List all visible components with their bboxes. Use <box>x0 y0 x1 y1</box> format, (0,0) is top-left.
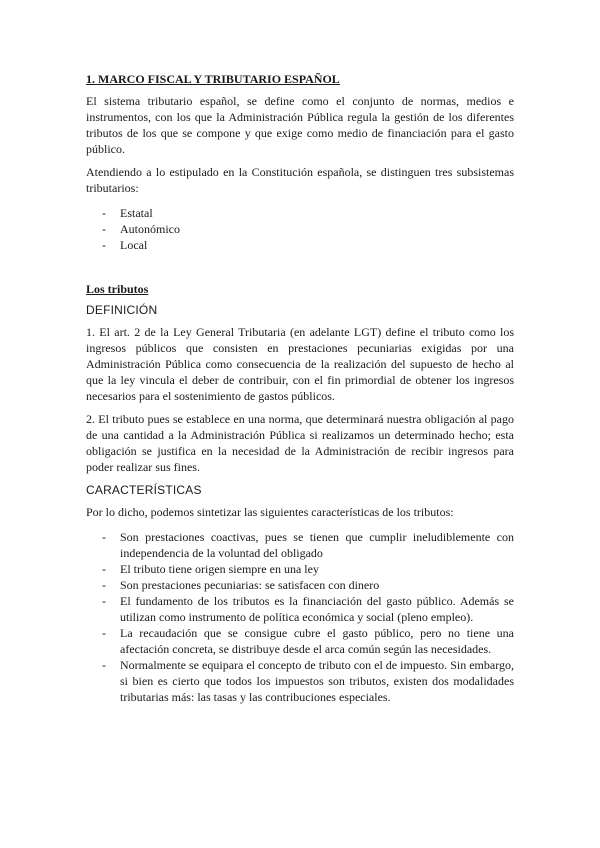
section-heading: 1. MARCO FISCAL Y TRIBUTARIO ESPAÑOL <box>86 72 340 86</box>
list-item: - Son prestaciones coactivas, pues se tienen que cumplir ineludiblemente con independencia de la voluntad del obligado <box>86 529 514 561</box>
document-body <box>86 71 514 711</box>
caracteristicas-heading: CARACTERÍSTICAS <box>86 483 202 497</box>
section-spacer <box>86 259 514 281</box>
list-item: - Local <box>86 237 514 253</box>
list-item: - La recaudación que se consigue cubre el gasto público, pero no tiene una afectación concreta, se distribuye desde el arca común según las necesidades. <box>86 625 514 657</box>
definicion-heading: DEFINICIÓN <box>86 303 158 317</box>
definition-paragraph-1: 1. El art. 2 de la Ley General Tributaria (en adelante LGT) define el tributo como los ingresos públicos que consisten en prestaciones pecuniarias exigidas por una Administración Pública como consecuencia de la realización del supuesto de hecho al que la ley vincula el deber de contribuir, con el fin primordial de obtener los ingresos necesarios para el sostenimiento de gastos públicos. <box>86 325 514 403</box>
characteristics-intro: Por lo dicho, podemos sintetizar las siguientes características de los tributos: <box>86 505 454 519</box>
characteristics-list <box>86 529 514 705</box>
list-item: - Autonómico <box>86 221 514 237</box>
intro-paragraph: El sistema tributario español, se define como el conjunto de normas, medios e instrumentos, con los que la Administración Pública regula la gestión de los diferentes tributos de los que se compone y que exige como medio de financiación para el gasto público. <box>86 94 514 156</box>
list-item: - Normalmente se equipara el concepto de tributo con el de impuesto. Sin embargo, si bien es cierto que todos los impuestos son tributos, existen dos modalidades tributarias más: las tasas y las contribuciones especiales. <box>86 657 514 705</box>
list-item: - Estatal <box>86 205 514 221</box>
tributos-heading: Los tributos <box>86 282 149 296</box>
list-item: - El tributo tiene origen siempre en una ley <box>86 561 514 577</box>
list-item: - El fundamento de los tributos es la financiación del gasto público. Además se utilizan como instrumento de política económica y social (pleno empleo). <box>86 593 514 625</box>
subsystems-list <box>86 205 514 253</box>
constitution-paragraph: Atendiendo a lo estipulado en la Constitución española, se distinguen tres subsistemas tributarios: <box>86 165 514 195</box>
definition-paragraph-2: 2. El tributo pues se establece en una norma, que determinará nuestra obligación al pago de una cantidad a la Administración Pública si realizamos un determinado hecho; esta obligación se justifica en la necesidad de la Administración de recibir ingresos para poder realizar sus fines. <box>86 412 514 474</box>
list-item: - Son prestaciones pecuniarias: se satisfacen con dinero <box>86 577 514 593</box>
